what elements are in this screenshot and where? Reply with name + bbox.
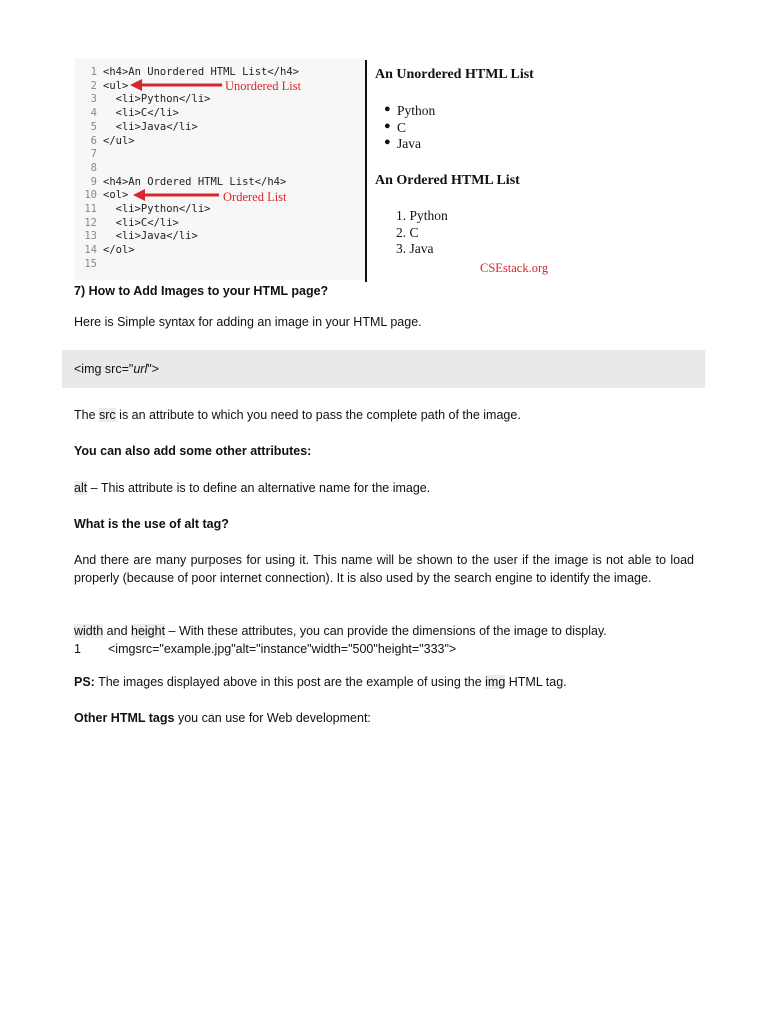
code-line	[81, 134, 135, 148]
code-line	[81, 79, 128, 93]
code-line	[81, 147, 103, 161]
code-panel	[75, 58, 365, 280]
code-text: <li>C</li>	[103, 216, 179, 229]
width-keyword: width	[74, 624, 104, 638]
unordered-item: ● C	[384, 120, 407, 135]
ordered-heading: An Ordered HTML List	[375, 173, 520, 188]
unordered-arrow-icon	[130, 78, 222, 92]
code-line	[81, 106, 179, 120]
line-number: 2	[90, 79, 97, 92]
line-number: 7	[90, 148, 97, 161]
code-text: </ol>	[103, 244, 135, 257]
ordered-item: 2. C	[396, 225, 419, 240]
code-text: <li>C</li>	[103, 107, 179, 120]
ordered-list-label: Ordered List	[223, 190, 287, 204]
code-text: <li>Java</li>	[103, 120, 198, 133]
section-heading: 7) How to Add Images to your HTML page?	[74, 284, 329, 298]
example-code-line	[74, 641, 694, 658]
html-list-example-figure	[75, 58, 553, 282]
code-text: <h4>An Unordered HTML List</h4>	[103, 66, 299, 78]
code-line	[81, 120, 198, 134]
bullet-icon: ●	[384, 120, 391, 132]
src-description: The src is an attribute to which you need to pass the complete path of the image.	[74, 408, 521, 422]
code-example: <img src="url">	[74, 362, 159, 376]
line-number: 4	[90, 107, 97, 120]
line-number: 13	[84, 230, 97, 243]
code-line	[81, 257, 103, 271]
line-number: 8	[90, 161, 97, 174]
alt-paragraph: And there are many purposes for using it. This name will be shown to the user if the image is not able to load properly (because of poor internet connection). It is also used by the search engine to identify the image.	[74, 553, 694, 585]
alt-description: alt – This attribute is to define an alternative name for the image.	[74, 481, 431, 495]
ordered-item: 1. Python	[396, 208, 448, 223]
line-number: 1	[90, 66, 97, 78]
other-tags-bold: Other HTML tags	[74, 711, 175, 725]
alt-keyword: alt	[74, 481, 88, 495]
code-text: <h4>An Ordered HTML List</h4>	[103, 175, 287, 188]
line-number: 5	[90, 120, 97, 133]
code-text: <li>Python</li>	[103, 203, 211, 215]
code-text: <li>Java</li>	[103, 230, 198, 243]
line-number: 11	[84, 203, 97, 215]
bullet-icon: ●	[384, 103, 391, 115]
other-tags-text: Other HTML tags you can use for Web development:	[74, 711, 371, 725]
unordered-heading: An Unordered HTML List	[375, 67, 534, 82]
alt-question-heading: What is the use of alt tag?	[74, 517, 229, 531]
unordered-item: ● Java	[384, 136, 421, 151]
line-number: 9	[90, 175, 97, 188]
ps-label: PS:	[74, 675, 95, 689]
unordered-list-label: Unordered List	[225, 79, 302, 93]
line-number: 6	[90, 134, 97, 147]
code-example-box	[62, 350, 705, 388]
intro-text: Here is Simple syntax for adding an image in your HTML page.	[74, 315, 422, 329]
rendered-output	[375, 58, 553, 280]
line-number: 3	[90, 93, 97, 106]
other-attributes-heading: You can also add some other attributes:	[74, 444, 312, 458]
code-line	[81, 243, 135, 257]
line-number: 10	[84, 189, 97, 202]
code-line	[81, 175, 286, 189]
img-keyword: img	[485, 675, 506, 689]
ordered-arrow-icon	[133, 188, 219, 202]
bullet-icon: ●	[384, 136, 391, 148]
code-line	[81, 202, 210, 216]
code-line	[81, 92, 210, 106]
height-keyword: height	[131, 624, 166, 638]
code-line	[81, 161, 103, 175]
vertical-divider	[365, 60, 367, 282]
unordered-item: ● Python	[384, 103, 436, 118]
code-line	[81, 188, 128, 202]
code-text: <li>Python</li>	[103, 93, 211, 106]
watermark: CSEstack.org	[480, 261, 549, 275]
code-text: </ul>	[103, 134, 135, 147]
code-text: <ul>	[103, 79, 129, 92]
ordered-item: 3. Java	[396, 241, 434, 256]
line-number: 12	[84, 216, 97, 229]
line-number: 14	[84, 244, 97, 257]
ps-note: PS: The images displayed above in this post are the example of using the img HTML tag.	[74, 675, 567, 689]
src-keyword: src	[99, 408, 116, 422]
example-code: <imgsrc="example.jpg"alt="instance"width="500"height="333">	[108, 642, 457, 656]
code-line	[81, 65, 299, 79]
example-line-number: 1	[74, 642, 81, 656]
code-text: <ol>	[103, 189, 129, 202]
width-height-description: width and height – With these attributes, you can provide the dimensions of the image to display.	[74, 624, 607, 638]
line-number: 15	[84, 257, 97, 270]
code-line	[81, 229, 198, 243]
code-line	[81, 216, 179, 230]
